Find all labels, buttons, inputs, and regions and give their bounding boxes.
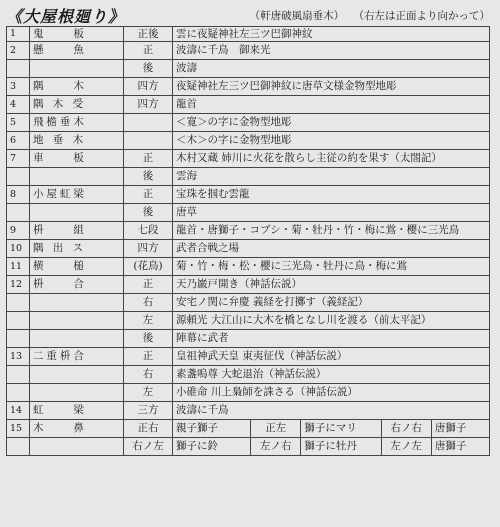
position: 正 — [123, 348, 172, 366]
table-row — [7, 204, 490, 222]
row-number: 12 — [7, 276, 30, 294]
table-row — [7, 330, 490, 348]
table-row — [7, 366, 490, 384]
row-number — [7, 294, 30, 312]
row-number — [7, 312, 30, 330]
row-number: 7 — [7, 150, 30, 168]
table-row — [7, 114, 490, 132]
page-title: 《大屋根廻り》 — [6, 7, 126, 26]
position: 四方 — [123, 78, 172, 96]
position: 左ノ右 — [251, 438, 301, 456]
row-number — [7, 204, 30, 222]
part-name: 枡 合 — [29, 276, 123, 294]
position: (花鳥) — [123, 258, 172, 276]
table-row — [7, 402, 490, 420]
carving-description: 波濤に千鳥 — [173, 402, 490, 420]
position: 左 — [123, 384, 172, 402]
position: 後 — [123, 60, 172, 78]
part-name: 飛檐垂木 — [29, 114, 123, 132]
carving-description: 雲に夜疑神社左三ツ巴御神紋 — [173, 27, 490, 42]
carving-description: 安宅ノ関に弁慶 義経を打擲す（義経記） — [173, 294, 490, 312]
row-number: 9 — [7, 222, 30, 240]
header-note — [244, 8, 490, 23]
carving-table — [6, 26, 490, 456]
position: 右ノ右 — [381, 420, 431, 438]
carving-description: 獅子に牡丹 — [301, 438, 381, 456]
row-number — [7, 60, 30, 78]
table-row — [7, 186, 490, 204]
carving-description: 菊・竹・梅・松・櫻に三光鳥・牡丹に鳥・梅に鴬 — [173, 258, 490, 276]
position: 正 — [123, 186, 172, 204]
part-name: 鬼 板 — [29, 27, 123, 42]
part-name: 二重枡合 — [29, 348, 123, 366]
carving-description: 波濤に千鳥 御来光 — [173, 42, 490, 60]
carving-description: ＜寛＞の字に金物型地彫 — [173, 114, 490, 132]
table-row — [7, 222, 490, 240]
part-name: 懸 魚 — [29, 42, 123, 60]
row-number — [7, 366, 30, 384]
position: 右ノ左 — [123, 438, 172, 456]
part-name — [29, 330, 123, 348]
position — [123, 132, 172, 150]
row-number: 8 — [7, 186, 30, 204]
table-row — [7, 60, 490, 78]
row-number: 4 — [7, 96, 30, 114]
carving-description: 木村又蔵 姉川に火花を散らし主従の約を果す（太閤記） — [173, 150, 490, 168]
position: 四方 — [123, 240, 172, 258]
carving-description: 素盞嗚尊 大蛇退治（神話伝説） — [173, 366, 490, 384]
position — [123, 114, 172, 132]
note-orientation: （右左は正面より向かって） — [353, 10, 490, 22]
row-number: 2 — [7, 42, 30, 60]
part-name — [29, 366, 123, 384]
note-rafter: （軒唐破風扇垂木） — [249, 10, 345, 22]
table-row — [7, 240, 490, 258]
row-number — [7, 168, 30, 186]
table-row — [7, 420, 490, 438]
part-name: 小屋虹梁 — [29, 186, 123, 204]
carving-description: ＜木＞の字に金物型地彫 — [173, 132, 490, 150]
position: 左 — [123, 312, 172, 330]
position: 正 — [123, 276, 172, 294]
part-name: 隅 木 — [29, 78, 123, 96]
part-name: 地 垂 木 — [29, 132, 123, 150]
position: 右 — [123, 294, 172, 312]
row-number: 11 — [7, 258, 30, 276]
row-number — [7, 330, 30, 348]
position: 正左 — [251, 420, 301, 438]
carving-description: 波濤 — [173, 60, 490, 78]
position: 後 — [123, 168, 172, 186]
row-number: 14 — [7, 402, 30, 420]
carving-description: 宝珠を掴む雲龍 — [173, 186, 490, 204]
part-name: 横 槌 — [29, 258, 123, 276]
table-row — [7, 150, 490, 168]
table-row — [7, 438, 490, 456]
part-name — [29, 168, 123, 186]
carving-description: 親子獅子 — [173, 420, 251, 438]
carving-description: 天乃巌戸開き（神話伝説） — [173, 276, 490, 294]
part-name: 木 鼻 — [29, 420, 123, 438]
position: 正 — [123, 42, 172, 60]
position: 四方 — [123, 96, 172, 114]
table-row — [7, 168, 490, 186]
row-number-empty — [7, 438, 30, 456]
position: 右 — [123, 366, 172, 384]
row-number: 10 — [7, 240, 30, 258]
position: 三方 — [123, 402, 172, 420]
carving-description: 源頼光 大江山に大木を橋となし川を渡る（前太平記） — [173, 312, 490, 330]
table-row — [7, 312, 490, 330]
part-name: 車 板 — [29, 150, 123, 168]
table-row — [7, 258, 490, 276]
part-name — [29, 204, 123, 222]
table-row — [7, 348, 490, 366]
part-name — [29, 312, 123, 330]
position: 左ノ左 — [381, 438, 431, 456]
row-number: 1 — [7, 27, 30, 42]
part-name — [29, 60, 123, 78]
position: 正右 — [123, 420, 172, 438]
row-number: 6 — [7, 132, 30, 150]
part-name: 隅 出 ス — [29, 240, 123, 258]
part-name: 隅 木 受 — [29, 96, 123, 114]
table-row — [7, 78, 490, 96]
position: 後 — [123, 330, 172, 348]
table-row — [7, 276, 490, 294]
row-number: 13 — [7, 348, 30, 366]
table-row — [7, 27, 490, 42]
table-row — [7, 96, 490, 114]
table-row — [7, 42, 490, 60]
table-row — [7, 294, 490, 312]
carving-description: 雲海 — [173, 168, 490, 186]
part-name — [29, 294, 123, 312]
part-name: 虹 梁 — [29, 402, 123, 420]
carving-description: 陣幕に武者 — [173, 330, 490, 348]
carving-description: 皇祖神武天皇 東夷征伐（神話伝説） — [173, 348, 490, 366]
part-name-empty — [29, 438, 123, 456]
row-number — [7, 384, 30, 402]
carving-description: 唐獅子 — [431, 438, 489, 456]
carving-description: 獅子にマリ — [301, 420, 381, 438]
carving-description: 龍首・唐獅子・コブシ・菊・牡丹・竹・梅に鴬・櫻に三光鳥 — [173, 222, 490, 240]
carving-description: 小碓命 川上梟師を誅さる（神話伝説） — [173, 384, 490, 402]
carving-description: 獅子に鈴 — [173, 438, 251, 456]
row-number: 15 — [7, 420, 30, 438]
carving-description: 龍首 — [173, 96, 490, 114]
carving-description: 唐草 — [173, 204, 490, 222]
carving-description: 唐獅子 — [431, 420, 489, 438]
table-row — [7, 384, 490, 402]
row-number: 3 — [7, 78, 30, 96]
position: 七段 — [123, 222, 172, 240]
position: 正後 — [123, 27, 172, 42]
part-name — [29, 384, 123, 402]
row-number: 5 — [7, 114, 30, 132]
carving-description: 武者合戦之場 — [173, 240, 490, 258]
table-row — [7, 132, 490, 150]
position: 正 — [123, 150, 172, 168]
position: 後 — [123, 204, 172, 222]
part-name: 枡 組 — [29, 222, 123, 240]
carving-description: 夜疑神社左三ツ巴御神紋に唐草文様金物型地彫 — [173, 78, 490, 96]
